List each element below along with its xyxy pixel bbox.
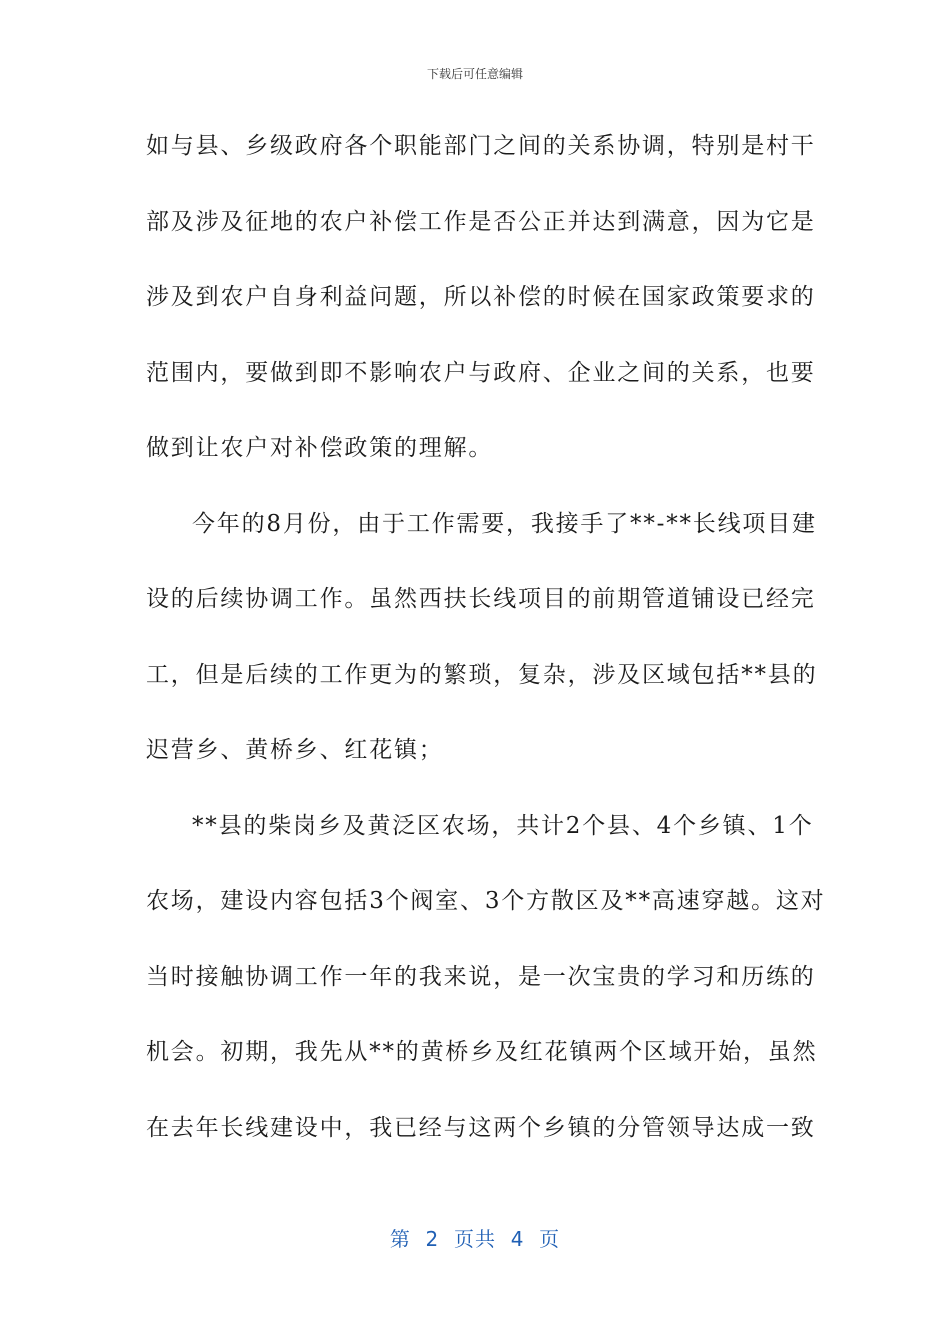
text-line: **县的柴岗乡及黄泛区农场，共计2个县、4个乡镇、1个 bbox=[192, 812, 814, 839]
text-line: 机会。初期，我先从**的黄桥乡及红花镇两个区域开始，虽然 bbox=[146, 1039, 818, 1065]
text-line: 涉及到农户自身利益问题，所以补偿的时候在国家政策要求的 bbox=[146, 284, 816, 310]
text-line: 部及涉及征地的农户补偿工作是否公正并达到满意，因为它是 bbox=[146, 208, 816, 235]
text-line: 范围内，要做到即不影响农户与政府、企业之间的关系，也要 bbox=[146, 359, 816, 386]
text-line: 如与县、乡级政府各个职能部门之间的关系协调，特别是村干 bbox=[146, 133, 816, 159]
text-line: 迟营乡、黄桥乡、红花镇； bbox=[146, 737, 444, 763]
document-body bbox=[146, 124, 826, 1181]
text-line: 农场，建设内容包括3个阀室、3个方散区及**高速穿越。这对 bbox=[146, 888, 826, 914]
text-line: 在去年长线建设中，我已经与这两个乡镇的分管领导达成一致 bbox=[146, 1114, 816, 1141]
text-line: 工，但是后续的工作更为的繁琐，复杂，涉及区域包括**县的 bbox=[146, 661, 818, 688]
text-line: 设的后续协调工作。虽然西扶长线项目的前期管道铺设已经完 bbox=[146, 586, 816, 612]
text-line: 当时接触协调工作一年的我来说，是一次宝贵的学习和历练的 bbox=[146, 963, 816, 990]
page-header: 下载后可任意编辑 bbox=[426, 67, 523, 81]
text-line: 今年的8月份，由于工作需要，我接手了**-**长线项目建 bbox=[192, 510, 817, 537]
page-number-footer: 第 2 页共 4 页 bbox=[389, 1227, 561, 1251]
text-line: 做到让农户对补偿政策的理解。 bbox=[146, 435, 494, 461]
